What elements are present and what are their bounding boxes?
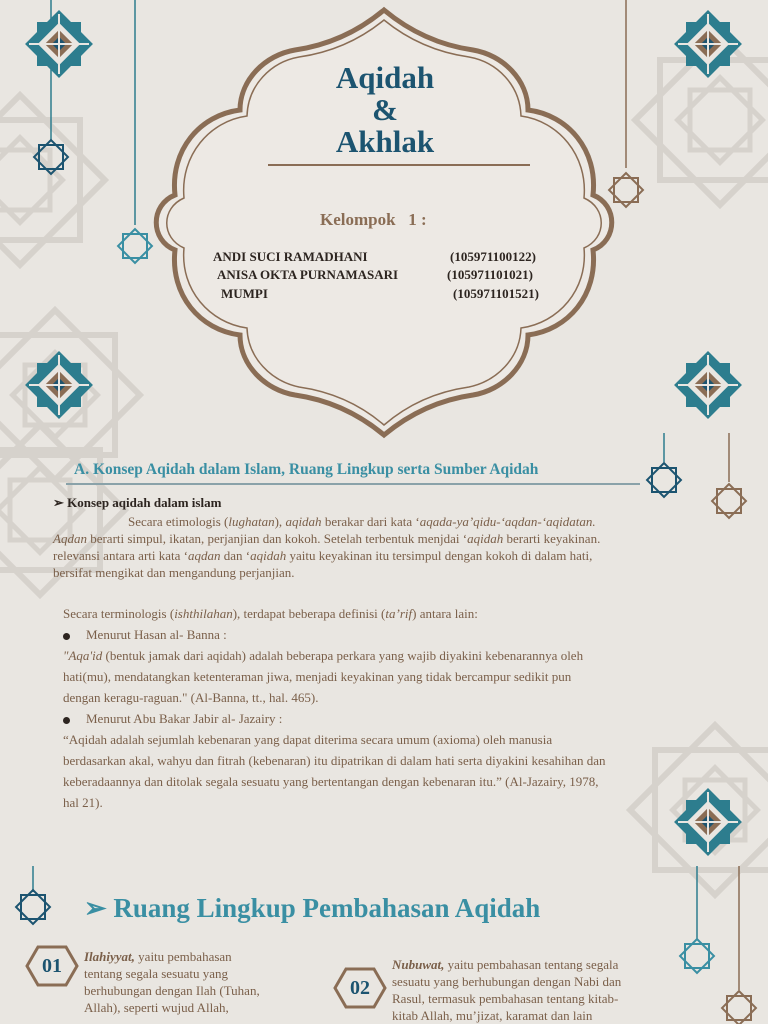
group-label: Kelompok 1 : [320, 210, 427, 229]
list-item: Menurut Abu Bakar Jabir al- Jazairy : [63, 708, 703, 729]
member-1-name: ANDI SUCI RAMADHANI [213, 249, 368, 264]
number-badge-02: 02 [332, 966, 388, 1010]
subheading-text: Konsep aqidah dalam islam [67, 495, 222, 510]
ruang-lingkup-heading [84, 893, 540, 924]
page-title [230, 62, 540, 158]
number-badge-01: 01 [24, 944, 80, 988]
section-a-heading: A. Konsep Aqidah dalam Islam, Ruang Lingkup serta Sumber Aqidah [74, 461, 539, 478]
bullet-icon [63, 717, 70, 724]
arrow-bullet-icon: ➢ [53, 495, 64, 510]
title-line-1: Aqidah [335, 60, 435, 95]
subheading [53, 495, 221, 511]
member-2-id: (105971101021) [447, 267, 533, 282]
title-divider [268, 164, 530, 166]
member-3-name: MUMPI [221, 286, 268, 301]
member-2-name: ANISA OKTA PURNAMASARI [217, 267, 399, 282]
bullet-icon [63, 633, 70, 640]
ruang-item-1: Ilahiyyat, yaitu pembahasan tentang segala sesuatu yang berhubungan dengan Ilah (Tuhan, Allah), seperti wujud Allah, [84, 949, 260, 1015]
terminologi-paragraph: Secara terminologis (ishthilahan), terdapat beberapa definisi (ta’rif) antara lain: Menurut Hasan al- Banna : "Aqa'id (bentuk jamak dari aqidah) adalah beberapa perkara yang wajib diyakini kebenarannya oleh hati(mu), mendatangkan ketenteraman jiwa, menjadi keyakinan yang tidak bercampur sedikit pun dengan keragu-raguan." (Al-Banna, tt., hal. 465). Menurut Abu Bakar Jabir al- Jazairy : “Aqidah adalah sejumlah kebenaran yang dapat diterima secara umum (axioma) oleh manusia berdasarkan akal, wahyu dan fitrah (kebenaran) itu dipatrikan di dalam hati serta diyakini kesahihan dan keberadaannya dan ditolak segala sesuatu yang bertentangan dengan kebenaran itu.” (Al-Jazairy, 1978, hal 21). [63, 603, 703, 813]
etimologi-paragraph: Secara etimologis (lughatan), aqidah berakar dari kata ‘aqada-ya’qidu-‘aqdan-‘aqidatan. Aqdan berarti simpul, ikatan, perjanjian dan kokoh. Setelah terbentuk menjdai ‘aqidah berarti keyakinan. relevansi antara arti kata ‘aqdan dan ‘aqidah yaitu keyakinan itu tersimpul dengan kokoh di dalam hati, bersifat mengikat dan mengandung perjanjian. [53, 514, 601, 580]
list-item: Menurut Hasan al- Banna : [63, 624, 703, 645]
arrow-bullet-icon: ➢ [84, 893, 107, 923]
title-line-3: Akhlak [335, 124, 435, 159]
ruang-lingkup-heading-text: Ruang Lingkup Pembahasan Aqidah [113, 893, 541, 923]
ruang-item-2: Nubuwat, yaitu pembahasan tentang segala sesuatu yang berhubungan dengan Nabi dan Rasul, termasuk pembahasan tentang kitab- kitab Allah, mu’jizat, karamat dan lain [392, 957, 622, 1023]
section-a-divider [66, 483, 640, 485]
member-1-id: (105971100122) [450, 249, 536, 264]
member-3-id: (105971101521) [453, 286, 539, 301]
title-line-2: & [372, 92, 398, 127]
